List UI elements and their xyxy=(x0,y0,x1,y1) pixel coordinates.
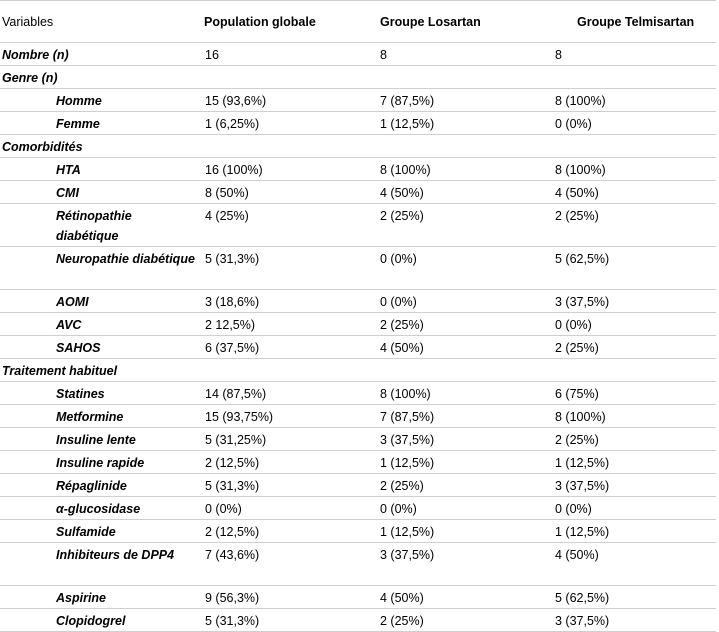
variable-label: HTA xyxy=(0,158,199,181)
variable-label: Inhibiteurs de DPP4 xyxy=(0,543,199,586)
population-value: 8 (50%) xyxy=(199,181,374,204)
losartan-value: 3 (37,5%) xyxy=(374,543,549,586)
table-row xyxy=(0,586,716,609)
population-value: 5 (31,3%) xyxy=(199,247,374,290)
variable-label: Rétinopathie diabétique xyxy=(0,204,199,247)
table-row xyxy=(0,543,716,586)
losartan-value: 2 (25%) xyxy=(374,313,549,336)
table-row xyxy=(0,66,716,89)
variable-label: SAHOS xyxy=(0,336,199,359)
table-row xyxy=(0,181,716,204)
table-row xyxy=(0,336,716,359)
telmisartan-value: 0 (0%) xyxy=(549,497,716,520)
table-row xyxy=(0,359,716,382)
telmisartan-value: 1 (12,5%) xyxy=(549,451,716,474)
table-row xyxy=(0,43,716,66)
variable-label: Sulfamide xyxy=(0,520,199,543)
section-label: Traitement habituel xyxy=(0,359,199,382)
telmisartan-value: 2 (25%) xyxy=(549,336,716,359)
losartan-value: 2 (25%) xyxy=(374,474,549,497)
population-value: 15 (93,75%) xyxy=(199,405,374,428)
losartan-value: 8 (100%) xyxy=(374,158,549,181)
table-row xyxy=(0,158,716,181)
losartan-value: 7 (87,5%) xyxy=(374,405,549,428)
population-value: 1 (6,25%) xyxy=(199,112,374,135)
variable-label: Clopidogrel xyxy=(0,609,199,632)
telmisartan-value: 3 (37,5%) xyxy=(549,474,716,497)
population-value: 4 (25%) xyxy=(199,204,374,247)
losartan-value: 8 xyxy=(374,43,549,66)
population-value: 7 (43,6%) xyxy=(199,543,374,586)
table-row xyxy=(0,520,716,543)
population-value: 2 12,5%) xyxy=(199,313,374,336)
header-variables: Variables xyxy=(0,1,199,43)
table-row xyxy=(0,428,716,451)
variable-label: Neuropathie diabétique xyxy=(0,247,199,290)
losartan-value: 4 (50%) xyxy=(374,181,549,204)
variable-label: Homme xyxy=(0,89,199,112)
population-value: 2 (12,5%) xyxy=(199,451,374,474)
variable-label: Statines xyxy=(0,382,199,405)
section-label: Comorbidités xyxy=(0,135,199,158)
losartan-value: 8 (100%) xyxy=(374,382,549,405)
table-row xyxy=(0,474,716,497)
population-value: 3 (18,6%) xyxy=(199,290,374,313)
losartan-value: 7 (87,5%) xyxy=(374,89,549,112)
variable-label: Metformine xyxy=(0,405,199,428)
table-row xyxy=(0,609,716,632)
variable-label: AOMI xyxy=(0,290,199,313)
losartan-value: 0 (0%) xyxy=(374,497,549,520)
losartan-value xyxy=(374,359,549,382)
table-header xyxy=(0,1,716,43)
table-row xyxy=(0,382,716,405)
losartan-value xyxy=(374,135,549,158)
variable-label: AVC xyxy=(0,313,199,336)
table-row xyxy=(0,247,716,290)
variable-label: CMI xyxy=(0,181,199,204)
telmisartan-value: 3 (37,5%) xyxy=(549,290,716,313)
variable-label: α-glucosidase xyxy=(0,497,199,520)
telmisartan-value: 5 (62,5%) xyxy=(549,586,716,609)
population-value xyxy=(199,359,374,382)
section-label: Genre (n) xyxy=(0,66,199,89)
population-value: 5 (31,25%) xyxy=(199,428,374,451)
table-row xyxy=(0,405,716,428)
losartan-value: 1 (12,5%) xyxy=(374,112,549,135)
telmisartan-value: 5 (62,5%) xyxy=(549,247,716,290)
variable-label: Insuline lente xyxy=(0,428,199,451)
losartan-value: 0 (0%) xyxy=(374,290,549,313)
telmisartan-value: 4 (50%) xyxy=(549,543,716,586)
table-body xyxy=(0,43,716,632)
telmisartan-value xyxy=(549,66,716,89)
header-groupe-telmisartan: Groupe Telmisartan xyxy=(549,1,716,43)
header-groupe-losartan: Groupe Losartan xyxy=(374,1,549,43)
table-row xyxy=(0,135,716,158)
population-value: 2 (12,5%) xyxy=(199,520,374,543)
telmisartan-value xyxy=(549,359,716,382)
losartan-value: 1 (12,5%) xyxy=(374,451,549,474)
section-label: Nombre (n) xyxy=(0,43,199,66)
population-value: 14 (87,5%) xyxy=(199,382,374,405)
telmisartan-value: 4 (50%) xyxy=(549,181,716,204)
variable-label: Aspirine xyxy=(0,586,199,609)
population-value: 9 (56,3%) xyxy=(199,586,374,609)
table-row xyxy=(0,112,716,135)
telmisartan-value: 1 (12,5%) xyxy=(549,520,716,543)
telmisartan-value: 2 (25%) xyxy=(549,204,716,247)
population-value: 0 (0%) xyxy=(199,497,374,520)
population-value: 5 (31,3%) xyxy=(199,474,374,497)
telmisartan-value: 0 (0%) xyxy=(549,112,716,135)
table-row xyxy=(0,313,716,336)
table-row xyxy=(0,204,716,247)
telmisartan-value: 8 xyxy=(549,43,716,66)
population-value: 15 (93,6%) xyxy=(199,89,374,112)
telmisartan-value: 8 (100%) xyxy=(549,89,716,112)
telmisartan-value: 8 (100%) xyxy=(549,405,716,428)
losartan-value: 4 (50%) xyxy=(374,336,549,359)
header-population-globale: Population globale xyxy=(199,1,374,43)
losartan-value: 2 (25%) xyxy=(374,609,549,632)
population-value xyxy=(199,135,374,158)
telmisartan-value: 8 (100%) xyxy=(549,158,716,181)
variable-label: Répaglinide xyxy=(0,474,199,497)
variable-label: Femme xyxy=(0,112,199,135)
population-value xyxy=(199,66,374,89)
population-value: 16 xyxy=(199,43,374,66)
losartan-value: 3 (37,5%) xyxy=(374,428,549,451)
telmisartan-value: 2 (25%) xyxy=(549,428,716,451)
table-row xyxy=(0,497,716,520)
telmisartan-value: 3 (37,5%) xyxy=(549,609,716,632)
table-row xyxy=(0,451,716,474)
telmisartan-value xyxy=(549,135,716,158)
losartan-value xyxy=(374,66,549,89)
population-value: 16 (100%) xyxy=(199,158,374,181)
telmisartan-value: 6 (75%) xyxy=(549,382,716,405)
losartan-value: 0 (0%) xyxy=(374,247,549,290)
table-row xyxy=(0,290,716,313)
losartan-value: 1 (12,5%) xyxy=(374,520,549,543)
population-value: 5 (31,3%) xyxy=(199,609,374,632)
telmisartan-value: 0 (0%) xyxy=(549,313,716,336)
losartan-value: 4 (50%) xyxy=(374,586,549,609)
header-row xyxy=(0,1,716,43)
variable-label: Insuline rapide xyxy=(0,451,199,474)
losartan-value: 2 (25%) xyxy=(374,204,549,247)
table-row xyxy=(0,89,716,112)
population-value: 6 (37,5%) xyxy=(199,336,374,359)
